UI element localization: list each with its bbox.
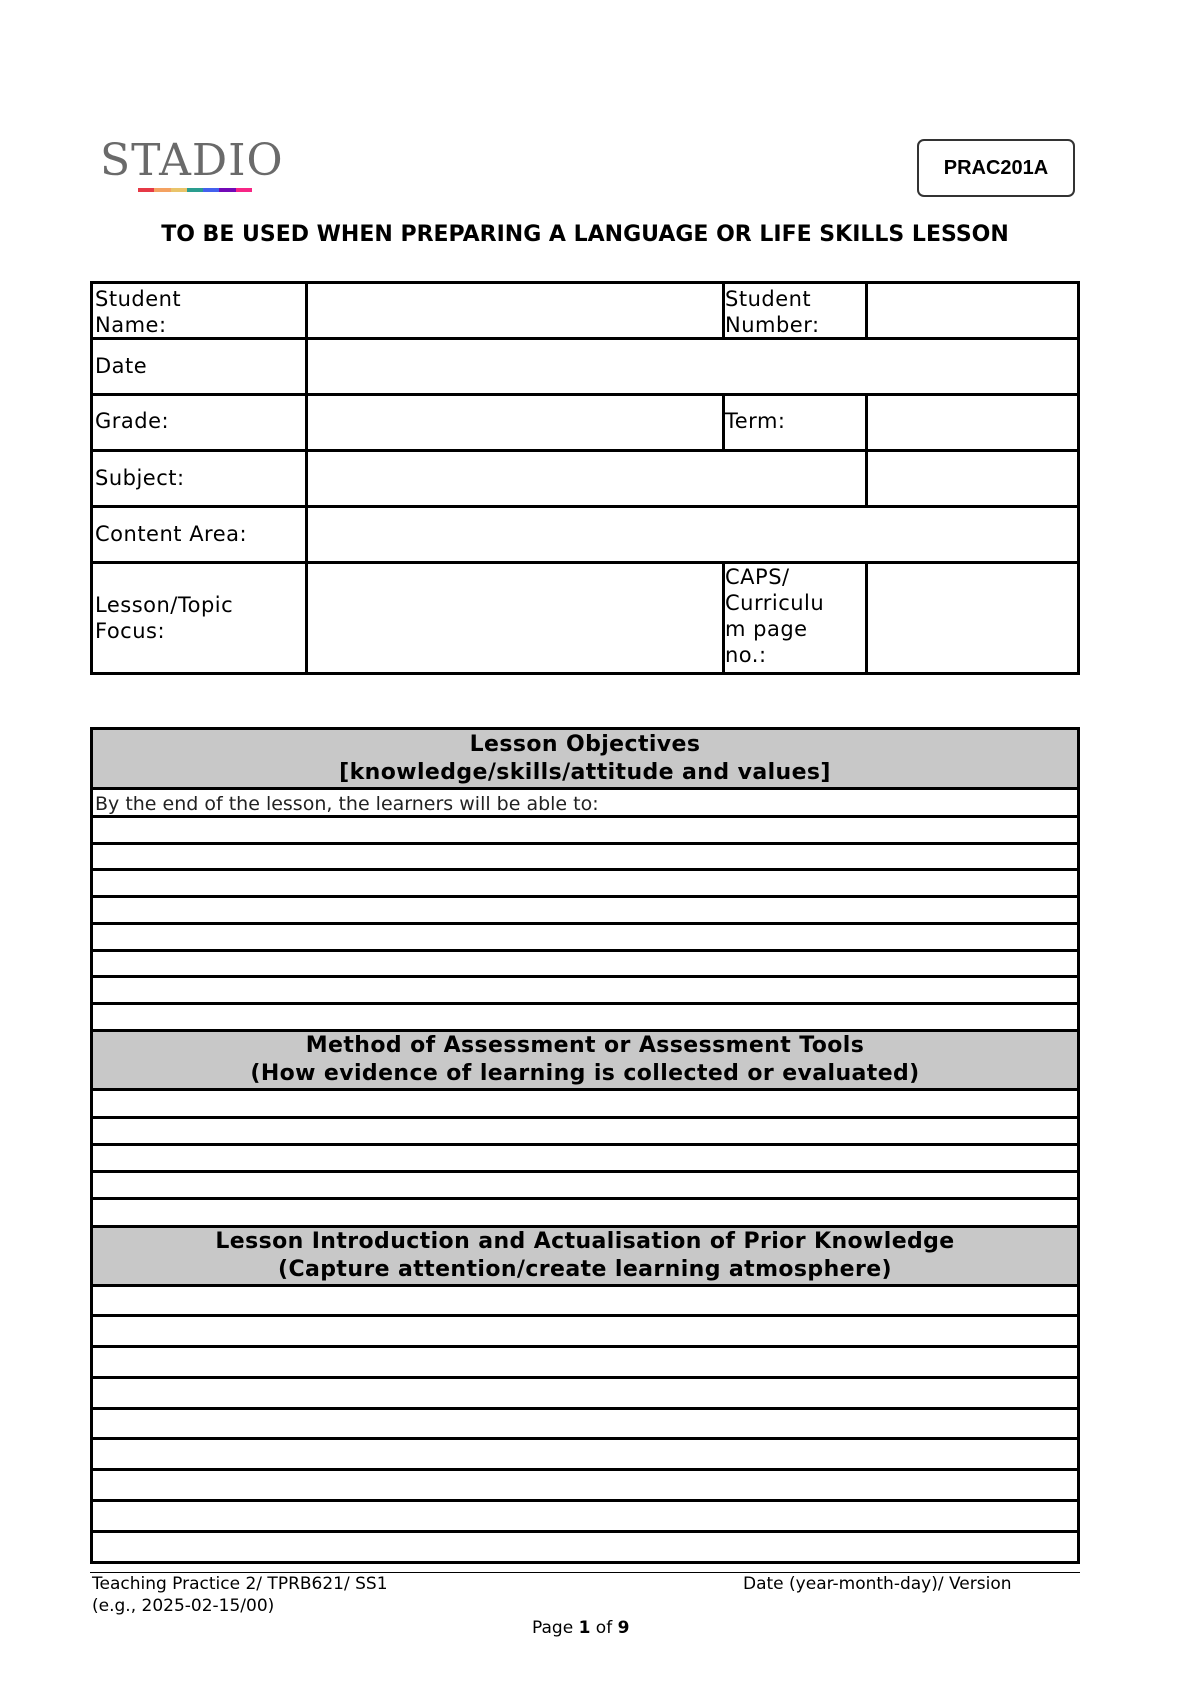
row-divider <box>93 1437 1077 1440</box>
row-divider <box>93 1407 1077 1410</box>
col-divider <box>865 284 868 340</box>
logo-color-segment <box>219 188 235 192</box>
introduction-subtitle: (Capture attention/create learning atmosphere) <box>278 1257 892 1282</box>
row-divider <box>93 1499 1077 1502</box>
logo-color-bar <box>138 188 252 192</box>
row-divider <box>93 449 1077 452</box>
objectives-prompt: By the end of the lesson, the learners will be able to: <box>95 793 599 815</box>
logo-color-segment <box>171 188 187 192</box>
row-divider <box>93 1314 1077 1317</box>
footer-course: Teaching Practice 2/ TPRB621/ SS1 <box>92 1574 388 1594</box>
date-label: Date <box>95 354 148 378</box>
footer-date-version: Date (year-month-day)/ Version <box>743 1574 1012 1594</box>
footer-rule <box>90 1572 1080 1573</box>
col-divider <box>305 284 308 672</box>
label-line: CAPS/ <box>725 565 790 589</box>
col-divider <box>865 450 868 506</box>
row-divider <box>93 868 1077 871</box>
label-line: Number: <box>725 313 820 337</box>
row-divider <box>93 1376 1077 1379</box>
row-divider <box>93 895 1077 898</box>
caps-page-label <box>725 564 824 668</box>
row-divider <box>93 1088 1077 1091</box>
stadio-logo <box>100 136 300 196</box>
label-line: Student <box>95 287 182 311</box>
subject-label: Subject: <box>95 466 185 490</box>
assessment-subtitle: (How evidence of learning is collected or evaluated) <box>250 1061 920 1086</box>
label-line: Focus: <box>95 619 166 643</box>
col-divider <box>865 562 868 672</box>
term-label: Term: <box>725 409 786 433</box>
label-line: Curriculu <box>725 591 825 615</box>
label-line: Name: <box>95 313 167 337</box>
row-divider <box>93 1143 1077 1146</box>
row-divider <box>93 337 1077 340</box>
page-title: TO BE USED WHEN PREPARING A LANGUAGE OR LIFE SKILLS LESSON <box>161 222 1009 247</box>
row-divider <box>93 1530 1077 1533</box>
row-divider <box>93 1116 1077 1119</box>
label-line: no.: <box>725 643 767 667</box>
row-divider <box>93 1170 1077 1173</box>
course-code-badge: PRAC201A <box>917 139 1075 197</box>
page-current: 1 <box>578 1618 591 1638</box>
content-area-label: Content Area: <box>95 522 248 546</box>
logo-color-segment <box>187 188 203 192</box>
row-divider <box>93 922 1077 925</box>
row-divider <box>93 1284 1077 1287</box>
row-divider <box>93 815 1077 818</box>
logo-color-segment <box>154 188 170 192</box>
introduction-title: Lesson Introduction and Actualisation of Prior Knowledge <box>215 1229 955 1254</box>
assessment-title: Method of Assessment or Assessment Tools <box>305 1033 865 1058</box>
row-divider <box>93 1197 1077 1200</box>
objectives-subtitle: [knowledge/skills/attitude and values] <box>339 760 831 785</box>
label-line: Lesson/Topic <box>95 593 234 617</box>
row-divider <box>93 561 1077 564</box>
page-total: 9 <box>617 1618 630 1638</box>
logo-color-segment <box>236 188 252 192</box>
row-divider <box>93 949 1077 952</box>
logo-color-segment <box>203 188 219 192</box>
label-line: m page <box>725 617 808 641</box>
page-number <box>532 1618 629 1638</box>
row-divider <box>93 975 1077 978</box>
objectives-title: Lesson Objectives <box>469 732 701 757</box>
row-divider <box>93 1345 1077 1348</box>
lesson-plan-table <box>90 727 1080 1564</box>
footer-version-example: (e.g., 2025-02-15/00) <box>92 1596 275 1616</box>
grade-label: Grade: <box>95 409 170 433</box>
logo-text: STADIO <box>100 135 284 186</box>
student-name-label <box>95 286 181 338</box>
label-line: Student <box>725 287 812 311</box>
row-divider <box>93 505 1077 508</box>
logo-color-segment <box>138 188 154 192</box>
page-prefix: Page <box>532 1618 579 1638</box>
row-divider <box>93 1468 1077 1471</box>
row-divider <box>93 393 1077 396</box>
student-number-label <box>725 286 820 338</box>
col-divider <box>865 394 868 450</box>
row-divider <box>93 1002 1077 1005</box>
row-divider <box>93 787 1077 790</box>
row-divider <box>93 842 1077 845</box>
student-info-table <box>90 281 1080 675</box>
lesson-focus-label <box>95 592 233 644</box>
page-of: of <box>590 1618 618 1638</box>
